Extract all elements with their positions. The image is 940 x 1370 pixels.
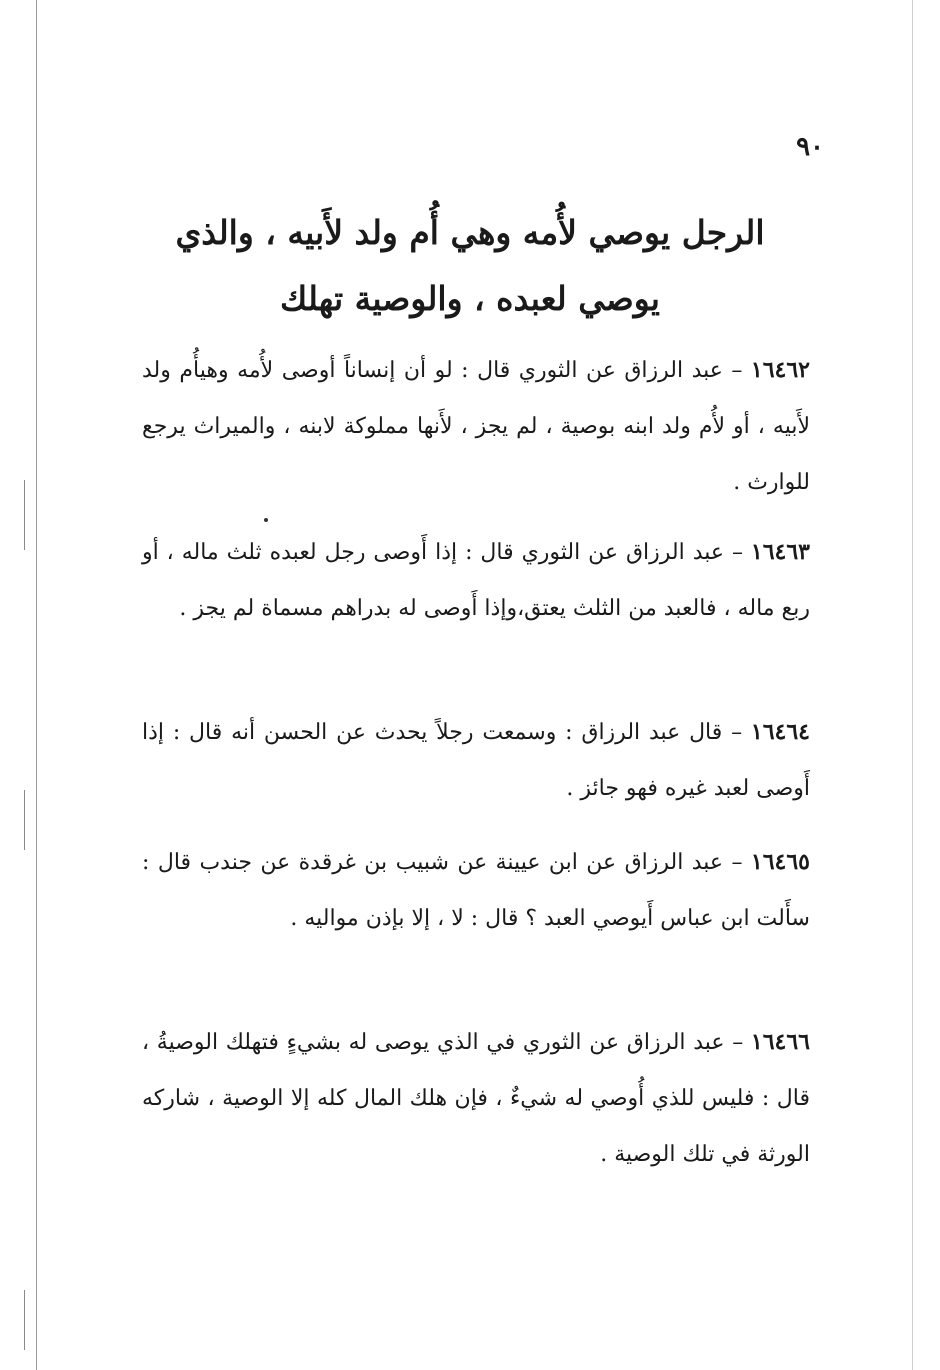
entry-number: ١٦٤٦٣ <box>750 539 810 565</box>
chapter-heading: الرجل يوصي لأُمه وهي أُم ولد لأَبيه ، والذي يوصي لعبده ، والوصية تهلك <box>175 213 765 318</box>
hadith-entry <box>142 1014 810 1183</box>
entry-text: – عبد الرزاق عن ابن عيينة عن شبيب بن غرقدة عن جندب قال : سأَلت ابن عباس أَيوصي العبد ؟ قال : لا ، إلا بإذن مواليه . <box>142 850 810 931</box>
hadith-entry <box>142 524 810 637</box>
entry-number: ١٦٤٦٦ <box>750 1029 810 1055</box>
entry-number: ١٦٤٦٤ <box>750 719 810 745</box>
page-number: ٩٠ <box>796 132 824 162</box>
entry-number: ١٦٤٦٢ <box>750 357 810 383</box>
hadith-entry <box>142 342 810 511</box>
hadith-entry <box>142 834 810 947</box>
scan-mark <box>24 1290 25 1350</box>
ink-speck <box>264 518 268 522</box>
entry-text: – قال عبد الرزاق : وسمعت رجلاً يحدث عن الحسن أنه قال : إذا أَوصى لعبد غيره فهو جائز . <box>142 720 810 801</box>
scan-mark <box>24 790 25 850</box>
hadith-entry <box>142 704 810 817</box>
scan-mark <box>24 480 25 550</box>
scan-edge-right <box>912 0 913 1370</box>
entry-text: – عبد الرزاق عن الثوري قال : إذا أَوصى رجل لعبده ثلث ماله ، أو ربع ماله ، فالعبد من الثلث يعتق،وإذا أَوصى له بدراهم مسماة لم يجز . <box>142 540 810 621</box>
scan-edge-left <box>36 0 37 1370</box>
entry-text: – عبد الرزاق عن الثوري في الذي يوصى له بشيءٍ فتهلك الوصيةُ ، قال : فليس للذي أُوصي له شيءٌ ، فإن هلك المال كله إلا الوصية ، شاركه الورثة في تلك الوصية . <box>142 1030 810 1167</box>
entry-text: – عبد الرزاق عن الثوري قال : لو أن إنساناً أوصى لأُمه وهيأُم ولد لأَبيه ، أو لأُم ولد ابنه بوصية ، لم يجز ، لأَنها مملوكة لابنه ، والميراث يرجع للوارث . <box>142 358 810 495</box>
entry-number: ١٦٤٦٥ <box>750 849 810 875</box>
